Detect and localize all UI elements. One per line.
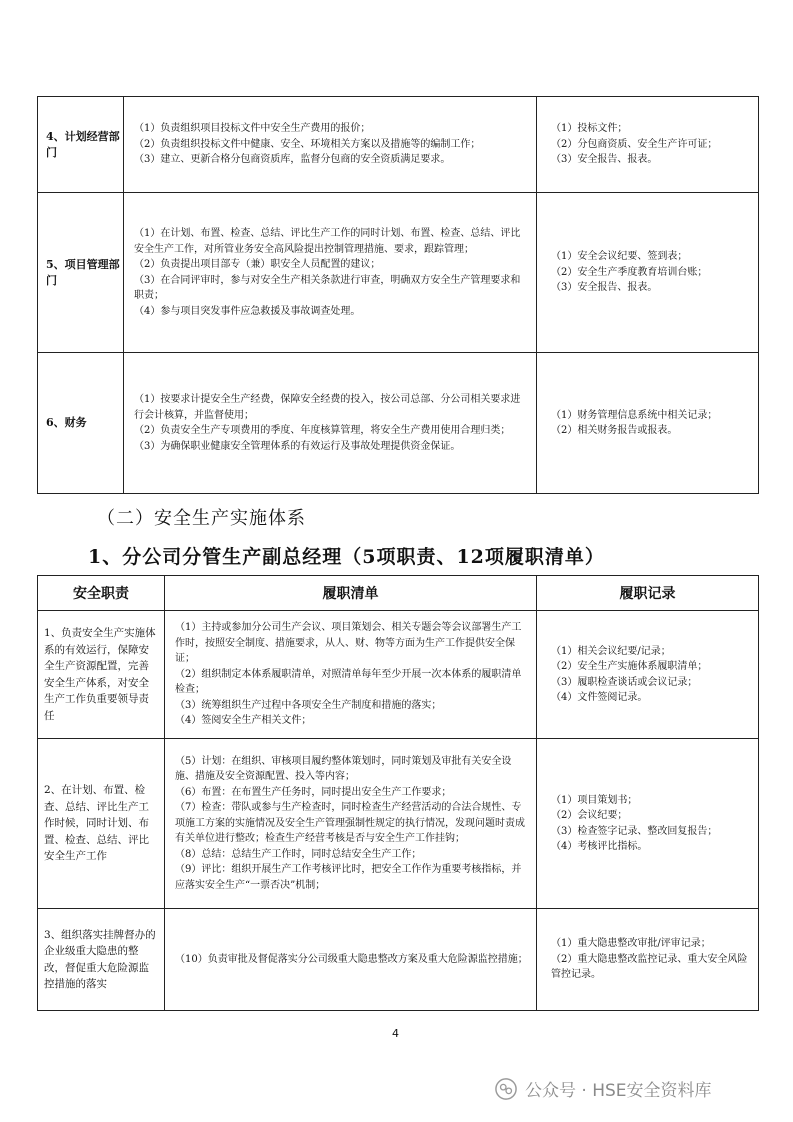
dept-cell <box>38 353 124 494</box>
duty-item: （1）在计划、布置、检查、总结、评比生产工作的同时计划、布置、检查、总结、评比安全生产工作，对所管业务安全高风险提出控制管理措施、要求，跟踪管理； <box>134 228 521 255</box>
duty-item: （2）组织制定本体系履职清单，对照清单每年至少开展一次本体系的履职清单检查； <box>175 668 522 696</box>
duty-cell <box>124 97 537 193</box>
record-item: （3）履职检查谈话或会议记录； <box>551 676 698 688</box>
duty-item: （9）评比：组织开展生产工作考核评比时，把安全工作作为重要考核指标，并应落实安全生产“一票否决”机制； <box>175 864 522 891</box>
duty-item: （4）签阅安全生产相关文件； <box>175 715 312 727</box>
responsibility-text: 2、在计划、布置、检查、总结、评比生产工作时候，同时计划、布置、检查、总结、评比安全生产工作 <box>44 784 149 863</box>
duty-item: （3）建立、更新合格分包商资质库，监督分包商的安全资质满足要求。 <box>134 154 451 166</box>
record-item: （2）会议纪要； <box>551 810 628 821</box>
duty-item: （5）计划：在组织、审核项目履约整体策划时，同时策划及审批有关安全设施、措施及安全资源配置、投入等内容； <box>175 755 512 783</box>
responsibility-table <box>37 575 759 1011</box>
duty-item: （1）负责组织项目投标文件中安全生产费用的报价； <box>134 123 371 135</box>
duty-item: （3）在合同评审时，参与对安全生产相关条款进行审查，明确双方安全生产管理要求和职责； <box>134 274 521 301</box>
record-item: （3）安全报告、报表。 <box>551 154 658 166</box>
record-cell <box>537 353 759 494</box>
table-header-row <box>38 576 759 611</box>
record-cell <box>537 611 759 739</box>
record-item: （3）检查签字记录、整改回复报告； <box>551 825 718 837</box>
table-row <box>38 739 759 909</box>
table-row <box>38 353 759 494</box>
record-item: （2）安全生产季度教育培训台账； <box>551 266 708 278</box>
duty-item: （6）布置：在布置生产任务时，同时提出安全生产工作要求； <box>175 786 452 798</box>
record-item: （1）财务管理信息系统中相关记录； <box>551 409 718 421</box>
table-row <box>38 909 759 1011</box>
record-item: （1）重大隐患整改审批/评审记录； <box>551 938 711 950</box>
duty-item: （2）负责组织投标文件中健康、安全、环境相关方案以及措施等的编制工作； <box>134 138 481 150</box>
responsibility-text: 1、负责安全生产实施体系的有效运行，保障安全生产资源配置，完善安全生产体系，对安全生产工作负重要领导责任 <box>44 627 156 722</box>
record-item: （2）分包商资质、安全生产许可证； <box>551 138 718 150</box>
record-cell <box>537 739 759 909</box>
dept-label: 6、财务 <box>46 416 87 429</box>
record-cell <box>537 909 759 1011</box>
record-item: （1）安全会议纪要、签到表； <box>551 251 688 263</box>
record-item: （1）投标文件； <box>551 123 628 135</box>
record-item: （2）重大隐患整改监控记录、重大安全风险管控记录。 <box>551 953 748 981</box>
column-header: 履职记录 <box>537 576 759 611</box>
dept-label: 5、项目管理部门 <box>46 257 120 287</box>
table-row <box>38 611 759 739</box>
record-item: （4）文件签阅记录。 <box>551 692 648 703</box>
table-row <box>38 97 759 193</box>
duty-item: （2）负责提出项目部专（兼）职安全人员配置的建议； <box>134 259 381 270</box>
watermark-text: 公众号 · HSE安全资料库 <box>525 1081 712 1101</box>
duty-item: （3）统筹组织生产过程中各项安全生产制度和措施的落实； <box>175 699 442 711</box>
duty-cell <box>165 739 537 909</box>
dept-label: 4、计划经营部门 <box>46 129 120 159</box>
page-number: 4 <box>392 1027 399 1040</box>
duty-cell <box>165 611 537 739</box>
responsibility-text: 3、组织落实挂牌督办的企业级重大隐患的整改，督促重大危险源监控措施的落实 <box>44 928 156 990</box>
responsibility-cell <box>38 611 165 739</box>
watermark <box>495 1076 712 1101</box>
duty-cell <box>124 193 537 353</box>
section-subheading: （二）安全生产实施体系 <box>97 508 306 529</box>
dept-cell <box>38 193 124 353</box>
duty-item: （3）为确保职业健康安全管理体系的有效运行及事故处理提供资金保证。 <box>134 440 461 452</box>
record-item: （3）安全报告、报表。 <box>551 282 658 294</box>
responsibility-cell <box>38 739 165 909</box>
duty-item: （4）参与项目突发事件应急救援及事故调查处理。 <box>134 305 361 317</box>
duty-cell <box>165 909 537 1011</box>
record-item: （2）相关财务报告或报表。 <box>551 425 678 436</box>
record-item: （2）安全生产实施体系履职清单； <box>551 661 708 672</box>
department-duty-table <box>37 96 759 494</box>
section-heading: 1、分公司分管生产副总经理（5项职责、12项履职清单） <box>88 546 605 568</box>
dept-cell <box>38 97 124 193</box>
duty-item: （2）负责安全生产专项费用的季度、年度核算管理，将安全生产费用使用合理归类； <box>134 425 511 436</box>
column-header: 履职清单 <box>165 576 537 611</box>
table-row <box>38 193 759 353</box>
duty-item: （1）按要求计提安全生产经费，保障安全经费的投入，按公司总部、分公司相关要求进行会计核算，并监督使用； <box>134 394 521 421</box>
column-header: 安全职责 <box>38 576 165 611</box>
wechat-icon <box>495 1078 517 1100</box>
duty-item: （8）总结：总结生产工作时，同时总结安全生产工作； <box>175 848 422 860</box>
record-item: （1）相关会议纪要/记录； <box>551 645 671 657</box>
responsibility-cell <box>38 909 165 1011</box>
duty-item: （7）检查：带队或参与生产检查时，同时检查生产经营活动的合法合规性、专项施工方案的实施情况及安全生产管理强制性规定的执行情况，发现问题时责成有关单位进行整改；检查生产经营考核是否与安全生产工作挂钩； <box>175 802 525 845</box>
duty-item: （10）负责审批及督促落实分公司级重大隐患整改方案及重大危险源监控措施； <box>175 953 528 965</box>
record-cell <box>537 193 759 353</box>
record-cell <box>537 97 759 193</box>
record-item: （1）项目策划书； <box>551 794 638 806</box>
duty-cell <box>124 353 537 494</box>
record-item: （4）考核评比指标。 <box>551 841 648 852</box>
duty-item: （1）主持或参加分公司生产会议、项目策划会、相关专题会等会议部署生产工作时，按照安全制度、措施要求，从人、财、物等方面为生产工作提供安全保证； <box>175 622 522 665</box>
